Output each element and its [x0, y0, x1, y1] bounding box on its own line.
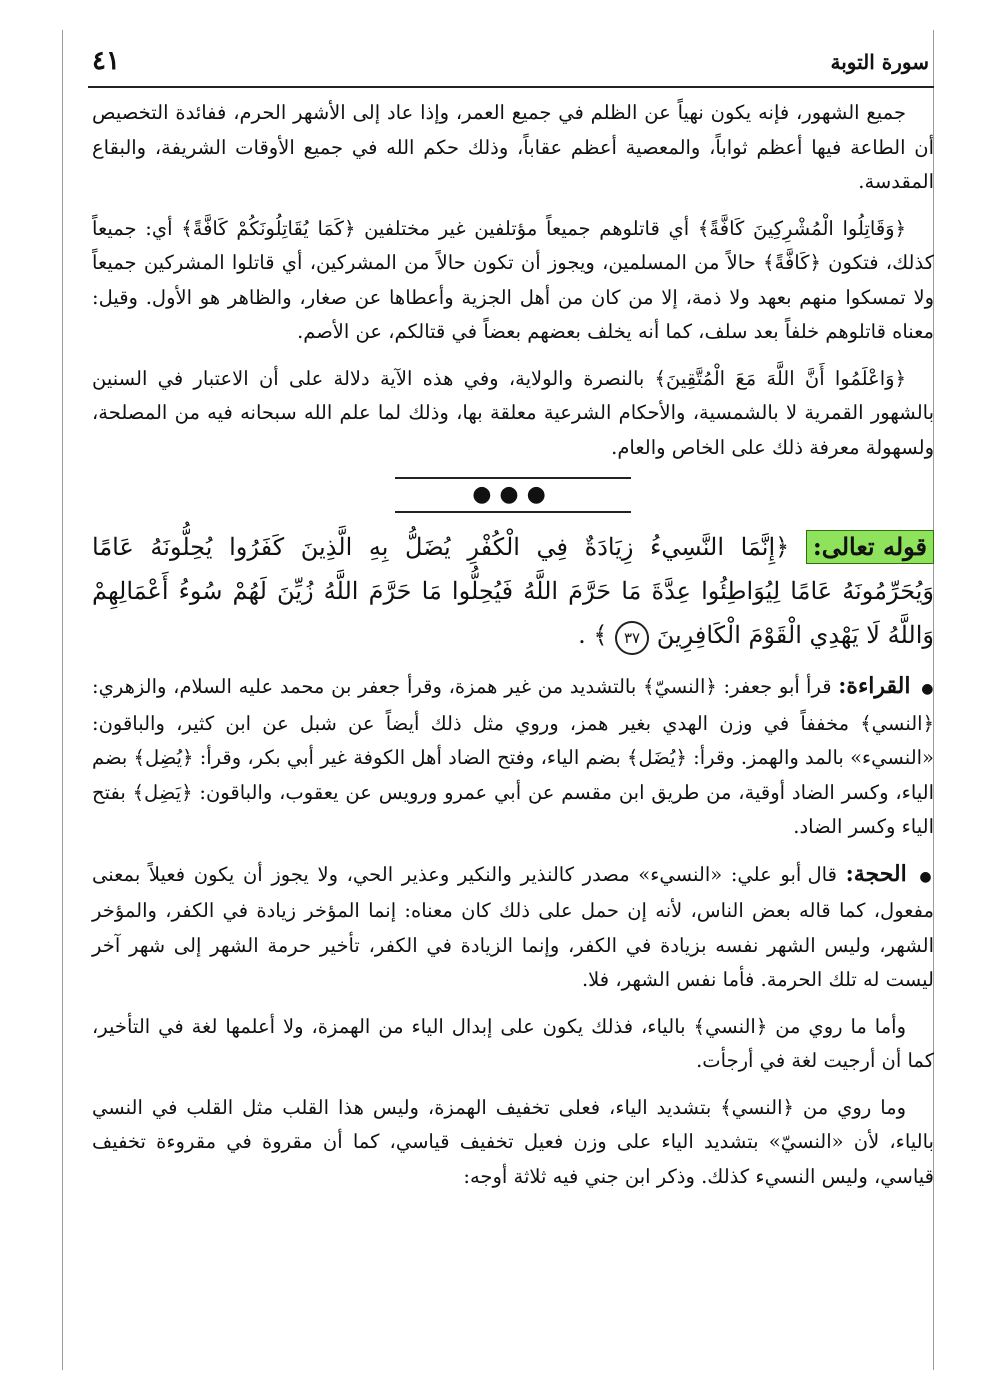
ayah-number: ٣٧: [615, 621, 649, 655]
separator-line-bottom: [395, 511, 631, 513]
hujja-text: قال أبو علي: «النسيء» مصدر كالنذير والنكير وعذير الحي، ولا يجوز أن يكون فعيلاً بمعنى مفعول، كما قاله بعض الناس، لأنه إن حمل على ذلك كان معناه: إنما المؤخر زيادة في الكفر، والمؤخر الشهر، وليس الشهر نفسه بزيادة في الكفر، وإنما الزيادة في الكفر، تأخير حرمة الشهر إلى شهر آخر ليست له تلك الحرمة. فأما نفس الشهر، فلا.: [92, 862, 934, 991]
qiraa-paragraph: [92, 669, 934, 845]
bullet-icon: ●: [919, 868, 935, 885]
hujja-title: الحجة:: [845, 860, 907, 887]
page-content: [92, 96, 934, 1206]
bullet-icon: ●: [921, 681, 934, 697]
section-separator: [92, 477, 934, 513]
page-number: ٤١: [92, 46, 120, 76]
verse-text: ﴿إِنَّمَا النَّسِيءُ زِيَادَةٌ فِي الْكُفْرِ يُضَلُّ بِهِ الَّذِينَ كَفَرُوا يُحِلُّونَهُ عَامًا وَيُحَرِّمُونَهُ عَامًا لِيُوَاطِئُوا عِدَّةَ مَا حَرَّمَ اللَّهُ فَيُحِلُّوا مَا حَرَّمَ اللَّهُ زُيِّنَ لَهُمْ سُوءُ أَعْمَالِهِمْ وَاللَّهُ لَا يَهْدِي الْقَوْمَ الْكَافِرِينَ: [92, 533, 934, 649]
qiraa-title: القراءة:: [838, 673, 911, 699]
qiraa-text: قرأ أبو جعفر: ﴿النسيّ﴾ بالتشديد من غير همزة، وقرأ جعفر بن محمد عليه السلام، والزهري: ﴿النسي﴾ مخففاً في وزن الهدي بغير همز، وروي مثل ذلك أيضاً عن شبل عن ابن كثير، والباقون: «النسيء» بالمد والهمز. وقرأ: ﴿يُضَل﴾ بضم الياء، وفتح الضاد أهل الكوفة غير أبي بكر، وقرأ: ﴿يُضِل﴾ بضم الياء، وكسر الضاد أوقية، من طريق ابن مقسم عن أبي عمرو ورويس عن يعقوب، والباقون: ﴿يَضِل﴾ بفتح الياء وكسر الضاد.: [92, 675, 934, 838]
verse-block: [92, 525, 934, 657]
verse-label: قوله تعالى:: [806, 530, 934, 564]
surah-title: سورة التوبة: [830, 50, 929, 74]
paragraph: وما روي من ﴿النسي﴾ بتشديد الياء، فعلى تخفيف الهمزة، وليس هذا القلب مثل القلب في النسي بالياء، لأن «النسيّ» بتشديد الياء على وزن فعيل تخفيف قياسي، كما أن مقروة في مقروءة تخفيف قياسي، وليس النسيء كذلك. وذكر ابن جني فيه ثلاثة أوجه:: [92, 1095, 934, 1188]
paragraph: ﴿وَاعْلَمُوا أَنَّ اللَّهَ مَعَ الْمُتَّقِينَ﴾ بالنصرة والولاية، وفي هذه الآية دلالة على أن الاعتبار في السنين بالشهور القمرية لا بالشمسية، والأحكام الشرعية معلقة بها، وذلك لما علم الله سبحانه فيه من المصلحة، ولسهولة معرفة ذلك على الخاص والعام.: [92, 366, 934, 459]
paragraph: جميع الشهور، فإنه يكون نهياً عن الظلم في جميع العمر، وإذا عاد إلى الأشهر الحرم، ففائدة التخصيص أن الطاعة فيها أعظم ثواباً، والمعصية أعظم عقاباً، وذلك حكم الله في جميع الأوقات الشريفة، والبقاع المقدسة.: [92, 101, 934, 193]
header-rule: [88, 86, 934, 88]
hujja-paragraph: [92, 857, 934, 998]
verse-closing: ﴾ .: [578, 621, 608, 649]
page-header: [88, 44, 929, 84]
paragraph: ﴿وَقَاتِلُوا الْمُشْرِكِينَ كَافَّةً﴾ أي قاتلوهم جميعاً مؤتلفين غير مختلفين ﴿كَمَا يُقَاتِلُونَكُمْ كَافَّةً﴾ أي: جميعاً كذلك، فتكون ﴿كَافَّةً﴾ حالاً من المسلمين، ويجوز أن تكون حالاً من المشركين، أي قاتلوا المشركين جميعاً ولا تمسكوا منهم بعهد ولا ذمة، إلا من كان من أهل الجزية وأعطاها عن صغار، والظاهر هو الأول. وقيل: معناه قاتلوهم خلفاً بعد سلف، كما أنه يخلف بعضهم بعضاً في قتالكم، عن الأصم.: [92, 216, 934, 343]
separator-dots: ●●●: [472, 482, 554, 507]
paragraph: وأما ما روي من ﴿النسي﴾ بالياء، فذلك يكون على إبدال الياء من الهمزة، ولا أعلمها لغة في التأخير، كما أن أرجيت لغة في أرجأت.: [92, 1014, 934, 1072]
separator-line-top: [395, 477, 631, 479]
